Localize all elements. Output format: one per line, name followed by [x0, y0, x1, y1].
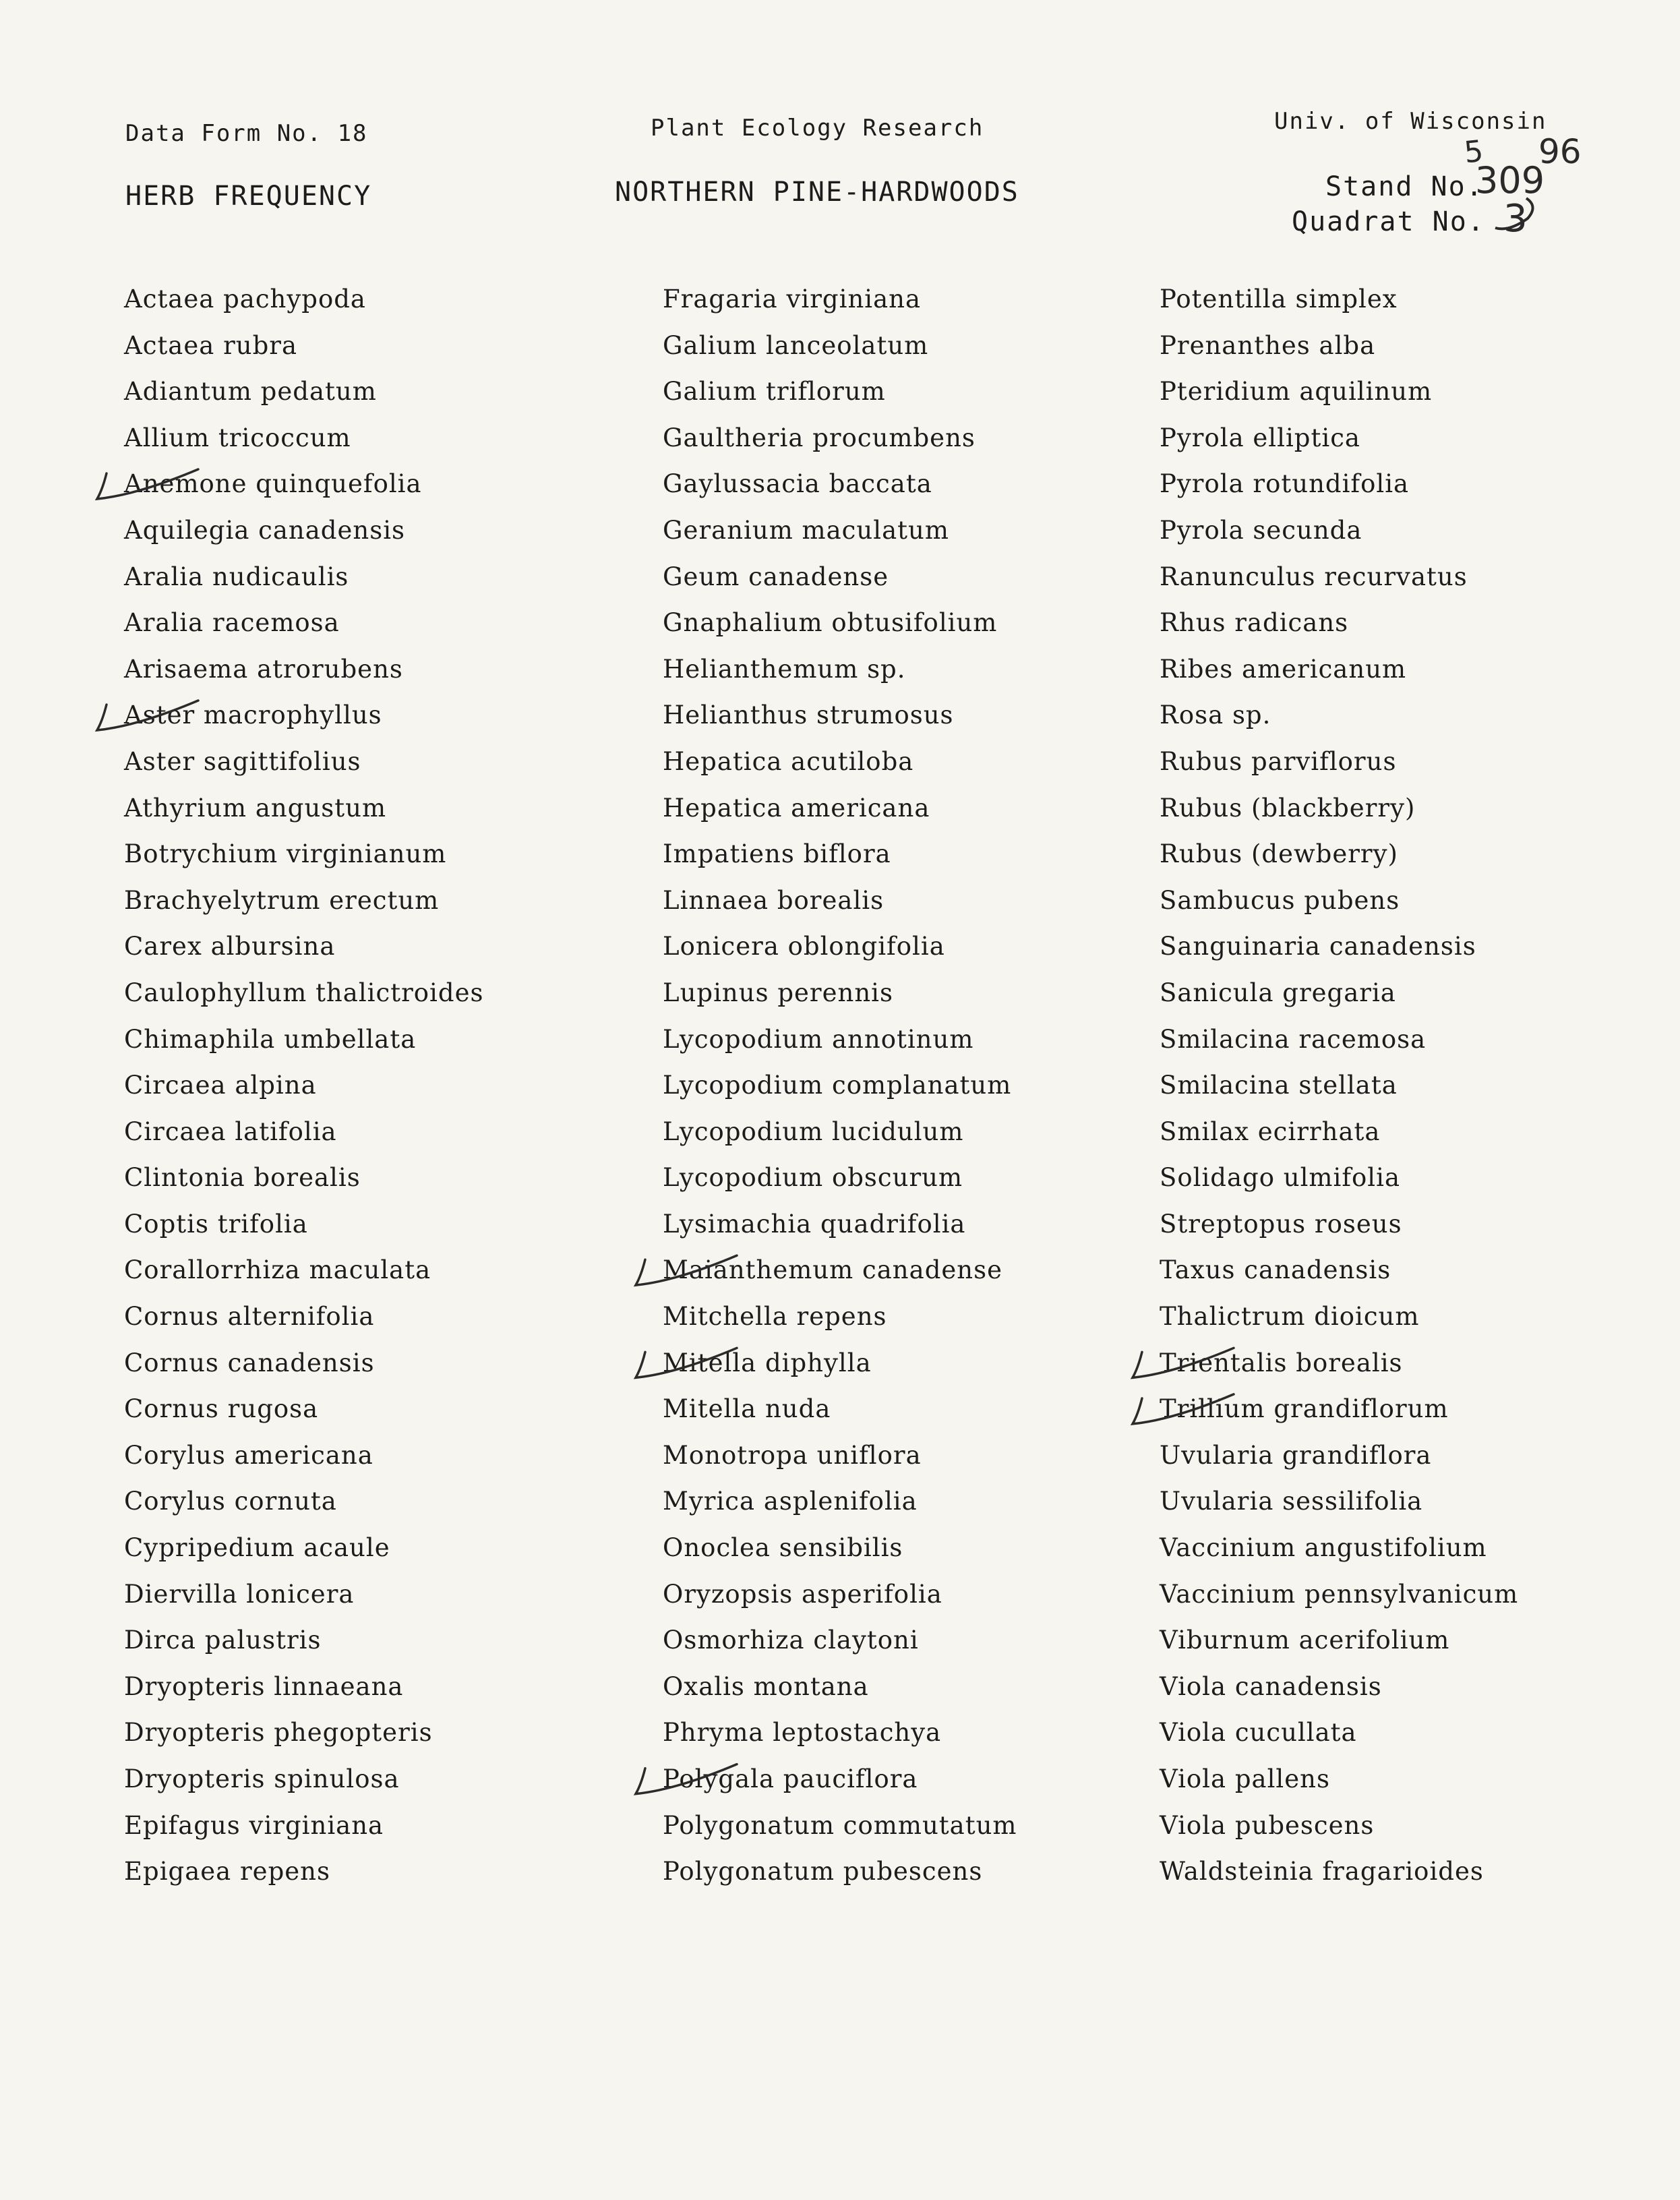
species-item: Lupinus perennis — [663, 978, 893, 1007]
species-item: Cypripedium acaule — [124, 1533, 390, 1563]
species-item: Uvularia grandiflora — [1160, 1440, 1432, 1470]
species-item: Anemone quinquefolia — [124, 469, 422, 499]
species-item: Diervilla lonicera — [124, 1579, 355, 1609]
species-item: Mitella diphylla — [663, 1348, 872, 1377]
species-item: Chimaphila umbellata — [124, 1024, 417, 1054]
species-item: Aralia nudicaulis — [124, 562, 349, 591]
species-item: Gaylussacia baccata — [663, 469, 932, 499]
species-item: Potentilla simplex — [1160, 285, 1398, 314]
species-item: Viburnum acerifolium — [1160, 1626, 1450, 1655]
species-item: Circaea alpina — [124, 1071, 317, 1100]
species-item: Prenanthes alba — [1160, 330, 1376, 360]
species-item: Geum canadense — [663, 562, 889, 591]
species-item: Dryopteris phegopteris — [124, 1718, 433, 1748]
species-item: Solidago ulmifolia — [1160, 1163, 1401, 1193]
species-item: Waldsteinia fragarioides — [1160, 1857, 1484, 1886]
species-item: Smilacina racemosa — [1160, 1024, 1427, 1054]
species-item: Galium lanceolatum — [663, 330, 929, 360]
species-item: Uvularia sessilifolia — [1160, 1487, 1423, 1516]
species-item: Vaccinium angustifolium — [1160, 1533, 1487, 1563]
species-item: Dryopteris linnaeana — [124, 1671, 404, 1701]
species-item: Aquilegia canadensis — [124, 515, 406, 545]
species-item: Rhus radicans — [1160, 608, 1349, 638]
species-item: Adiantum pedatum — [124, 377, 377, 407]
species-item: Circaea latifolia — [124, 1117, 337, 1146]
species-item: Lycopodium obscurum — [663, 1163, 963, 1193]
stand-number-prefix: 5 — [1462, 133, 1485, 171]
species-item: Trientalis borealis — [1160, 1348, 1403, 1377]
species-item: Galium triflorum — [663, 377, 886, 407]
species-item: Taxus canadensis — [1160, 1255, 1391, 1285]
species-item: Cornus canadensis — [124, 1348, 375, 1377]
species-item: Hepatica acutiloba — [663, 746, 914, 776]
form-title: HERB FREQUENCY — [125, 181, 372, 212]
quadrat-label: Quadrat No. — [1292, 206, 1485, 237]
species-item: Pteridium aquilinum — [1160, 377, 1433, 407]
species-item: Rubus parviflorus — [1160, 746, 1397, 776]
species-item: Monotropa uniflora — [663, 1440, 922, 1470]
species-item: Pyrola elliptica — [1160, 423, 1360, 452]
species-item: Epifagus virginiana — [124, 1810, 384, 1840]
species-column-1 — [124, 276, 483, 1895]
species-item: Oxalis montana — [663, 1671, 869, 1701]
species-item: Aster macrophyllus — [124, 701, 382, 730]
species-item: Sanicula gregaria — [1160, 978, 1396, 1007]
species-item: Actaea pachypoda — [124, 285, 366, 314]
species-column-3 — [1160, 276, 1518, 1895]
species-item: Ranunculus recurvatus — [1160, 562, 1468, 591]
species-item: Phryma leptostachya — [663, 1718, 942, 1748]
species-item: Aralia racemosa — [124, 608, 340, 638]
species-item: Myrica asplenifolia — [663, 1487, 918, 1516]
species-item: Gaultheria procumbens — [663, 423, 976, 452]
species-item: Vaccinium pennsylvanicum — [1160, 1579, 1519, 1609]
species-item: Actaea rubra — [124, 330, 298, 360]
species-item: Pyrola rotundifolia — [1160, 469, 1410, 499]
species-item: Athyrium angustum — [124, 793, 387, 823]
species-item: Cornus alternifolia — [124, 1302, 375, 1332]
species-item: Dryopteris spinulosa — [124, 1764, 400, 1793]
species-item: Carex albursina — [124, 932, 336, 961]
institution-name: Univ. of Wisconsin — [1274, 108, 1547, 135]
species-item: Rubus (blackberry) — [1160, 793, 1416, 823]
species-column-2 — [663, 276, 1017, 1895]
species-item: Onoclea sensibilis — [663, 1533, 903, 1563]
species-item: Brachyelytrum erectum — [124, 885, 440, 915]
species-item: Oryzopsis asperifolia — [663, 1579, 942, 1609]
species-item: Dirca palustris — [124, 1626, 322, 1655]
species-item: Helianthemum sp. — [663, 654, 906, 684]
species-item: Linnaea borealis — [663, 885, 884, 915]
species-item: Impatiens biflora — [663, 839, 891, 869]
species-item: Sanguinaria canadensis — [1160, 932, 1476, 961]
species-item: Mitella nuda — [663, 1394, 831, 1424]
species-item: Smilax ecirrhata — [1160, 1117, 1381, 1146]
species-item: Pyrola secunda — [1160, 515, 1362, 545]
species-item: Viola pubescens — [1160, 1810, 1375, 1840]
species-item: Viola cucullata — [1160, 1718, 1357, 1748]
species-item: Corylus cornuta — [124, 1487, 337, 1516]
species-item: Rosa sp. — [1160, 701, 1271, 730]
species-item: Streptopus roseus — [1160, 1209, 1402, 1239]
species-item: Polygala pauciflora — [663, 1764, 918, 1793]
species-item: Smilacina stellata — [1160, 1071, 1398, 1100]
species-item: Lycopodium annotinum — [663, 1024, 974, 1054]
species-item: Maianthemum canadense — [663, 1255, 1002, 1285]
species-item: Coptis trifolia — [124, 1209, 308, 1239]
quadrat-number: 3 — [1503, 197, 1528, 241]
species-item: Epigaea repens — [124, 1857, 330, 1886]
species-item: Botrychium virginianum — [124, 839, 447, 869]
stand-label: Stand No. — [1325, 171, 1484, 202]
species-item: Arisaema atrorubens — [124, 654, 403, 684]
species-item: Lycopodium lucidulum — [663, 1117, 964, 1146]
species-item: Lonicera oblongifolia — [663, 932, 945, 961]
community-title: NORTHERN PINE-HARDWOODS — [615, 177, 1019, 208]
form-number: Data Form No. 18 — [125, 120, 368, 147]
species-item: Polygonatum pubescens — [663, 1857, 983, 1886]
stand-number: 309 — [1475, 159, 1545, 202]
stand-number-extra: 96 — [1538, 132, 1582, 171]
species-item: Ribes americanum — [1160, 654, 1407, 684]
species-item: Corallorrhiza maculata — [124, 1255, 431, 1285]
species-item: Lysimachia quadrifolia — [663, 1209, 966, 1239]
species-item: Sambucus pubens — [1160, 885, 1400, 915]
program-name: Plant Ecology Research — [651, 115, 984, 142]
species-item: Gnaphalium obtusifolium — [663, 608, 998, 638]
species-item: Osmorhiza claytoni — [663, 1626, 919, 1655]
species-item: Rubus (dewberry) — [1160, 839, 1398, 869]
species-item: Viola pallens — [1160, 1764, 1330, 1793]
species-item: Hepatica americana — [663, 793, 930, 823]
species-item: Polygonatum commutatum — [663, 1810, 1017, 1840]
species-item: Thalictrum dioicum — [1160, 1302, 1420, 1332]
species-item: Clintonia borealis — [124, 1163, 361, 1193]
species-item: Corylus americana — [124, 1440, 373, 1470]
species-item: Cornus rugosa — [124, 1394, 319, 1424]
species-item: Viola canadensis — [1160, 1671, 1382, 1701]
species-item: Aster sagittifolius — [124, 746, 361, 776]
species-item: Trillium grandiflorum — [1160, 1394, 1449, 1424]
species-item: Caulophyllum thalictroides — [124, 978, 484, 1007]
species-item: Lycopodium complanatum — [663, 1071, 1012, 1100]
species-item: Allium tricoccum — [124, 423, 351, 452]
species-item: Geranium maculatum — [663, 515, 949, 545]
species-item: Helianthus strumosus — [663, 701, 954, 730]
species-item: Mitchella repens — [663, 1302, 887, 1332]
species-item: Fragaria virginiana — [663, 285, 922, 314]
